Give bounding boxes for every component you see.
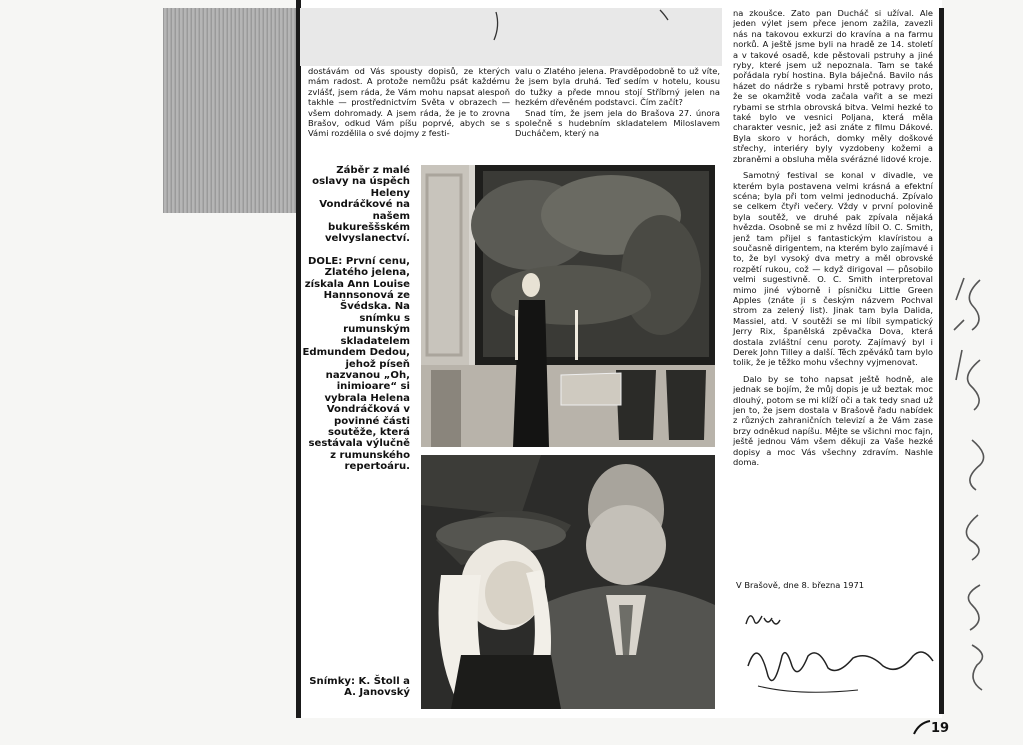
handwritten-stroke: [300, 8, 722, 66]
signature-image: [738, 606, 938, 706]
photo-captions: [300, 165, 410, 484]
caption-bottom-photo: DOLE: První cenu, Zlatého jelena, získala Ann Louise Hannsonová ze Švédska. Na snímku s rumunským skladatelem Edmundem Dedou, jehož píseň nazvanou „Oh, inimioare“ si vybrala Helena Vondráčková v povinné části soutěže, která sestávala výlučně z rumunského repertoáru.: [302, 255, 410, 473]
article-column-top-left: [308, 66, 510, 139]
clipped-top-strip: [300, 8, 722, 66]
article-column-top-right: [515, 66, 720, 139]
reception-photo: [421, 165, 715, 447]
caption-top-photo: Záběr z malé oslavy na úspěch Heleny Vondráčkové na našem bukureššském velvyslanectví.: [312, 165, 410, 245]
page-number: 19: [931, 721, 950, 736]
winner-photo-image: [421, 455, 715, 709]
handwritten-note: [942, 260, 1002, 700]
article-paragraph: dostávám od Vás spousty dopisů, ze kterých mám radost. A protože nemůžu psát každému zvlášť, jsem ráda, že Vám mohu napsat alespoň takhle — prostřednictvím Světa v obrazech — všem dohromady. A jsem ráda, že je to zrovna Brašov, odkud Vám píšu poprvé, abych se s Vámi rozdělila o své dojmy z festi-: [308, 66, 510, 139]
article-paragraph: Samotný festival se konal v divadle, ve kterém byla postavena velmi krásná a efektní scéna; byla při tom velmi jednoduchá. Zpívalo se celkem čtyři večery. Vždy v první polovině byla soutěž, ve druhé pak zpívala nějaká hvězda. Osobně se mi z hvězd líbil O. C. Smith, jenž tam přijel s fantastickým klavíristou a současně dirigentem, na kterém bylo zajímavé i to, že byl vysoký dva metry a měl obrovské rozpětí rukou, což — když dirigoval — působilo velmi sugestivně. O. C. Smith interpretoval mimo jiné výborně i písničku Little Green Apples (znáte ji s českým názvem Pochval strom za zelený list). Jinak tam byla Dalida, Massiel, atd. V soutěži se mi líbil sympatický Jerry Rix, španělská zpěvačka Dova, která dostala zvláštní cenu poroty. Zajímavý byl i Derek John Tilley a další. Těch zpěváků tam bylo tolik, že je těžko mohu všechny vyjmenovat.: [733, 170, 933, 368]
gray-paper-strip: [163, 8, 300, 213]
page-corner-mark: [913, 717, 933, 737]
winner-photo: [421, 455, 715, 709]
photo-credit: Snímky: K. Štoll a A. Janovský: [309, 676, 410, 699]
reception-photo-image: [421, 165, 715, 447]
article-paragraph: Dalo by se toho napsat ještě hodně, ale jednak se bojím, že můj dopis je už beztak moc dlouhý, potom se mi klíží oči a tak tedy snad už jen to, že jsem dostala v Brašově řadu nabídek z různých zahraničních televizí a že Vám zase brzy odněkud napíšu. Mějte se všichni moc fajn, ještě jednou Vám všem děkuji za Vaše hezké dopisy a moc Vás všechny zdravím. Nashle doma.: [733, 373, 933, 468]
dateline: V Brašově, dne 8. března 1971: [736, 580, 865, 590]
article-paragraph: na zkoušce. Zato pan Ducháč si užíval. Ale jeden výlet jsem přece jenom zažila, zavezli nás na takovou exkurzi do kravína a na farmu norků. A ještě jsme byli na hradě ze 14. století a v takové osadě, kde pěstovali pstruhy a jiné ryby, které jsem už nepoznala. Tam se také pořádala rybí hostina. Byla báječná. Bavilo nás házet do nádrže s rybami hrstě potravy proto, že se okamžitě voda začala vařit a se mezi rybami se strhla obrovská bitva. Velmi hezké to také bylo ve vesnici Poljana, která měla charakter vesnic, jež asi znáte z filmu Dákové. Byla skoro v horách, domky měly doškové střechy, interiéry byly vyzdobeny kožemi a zbraněmi a obsluha měla svérázné lidové kroje.: [733, 8, 933, 164]
article-column-right: [733, 8, 933, 471]
article-paragraph: Snad tím, že jsem jela do Brašova 27. února společně s hudebním skladatelem Miloslavem Ducháčem, který na: [515, 107, 720, 139]
article-paragraph: valu o Zlatého jelena. Pravděpodobně to už víte, že jsem byla druhá. Teď sedím v hotelu, kousu do tužky a přede mnou stojí Stříbrný jelen na hezkém dřevěném podstavci. Čím začít?: [515, 66, 720, 108]
